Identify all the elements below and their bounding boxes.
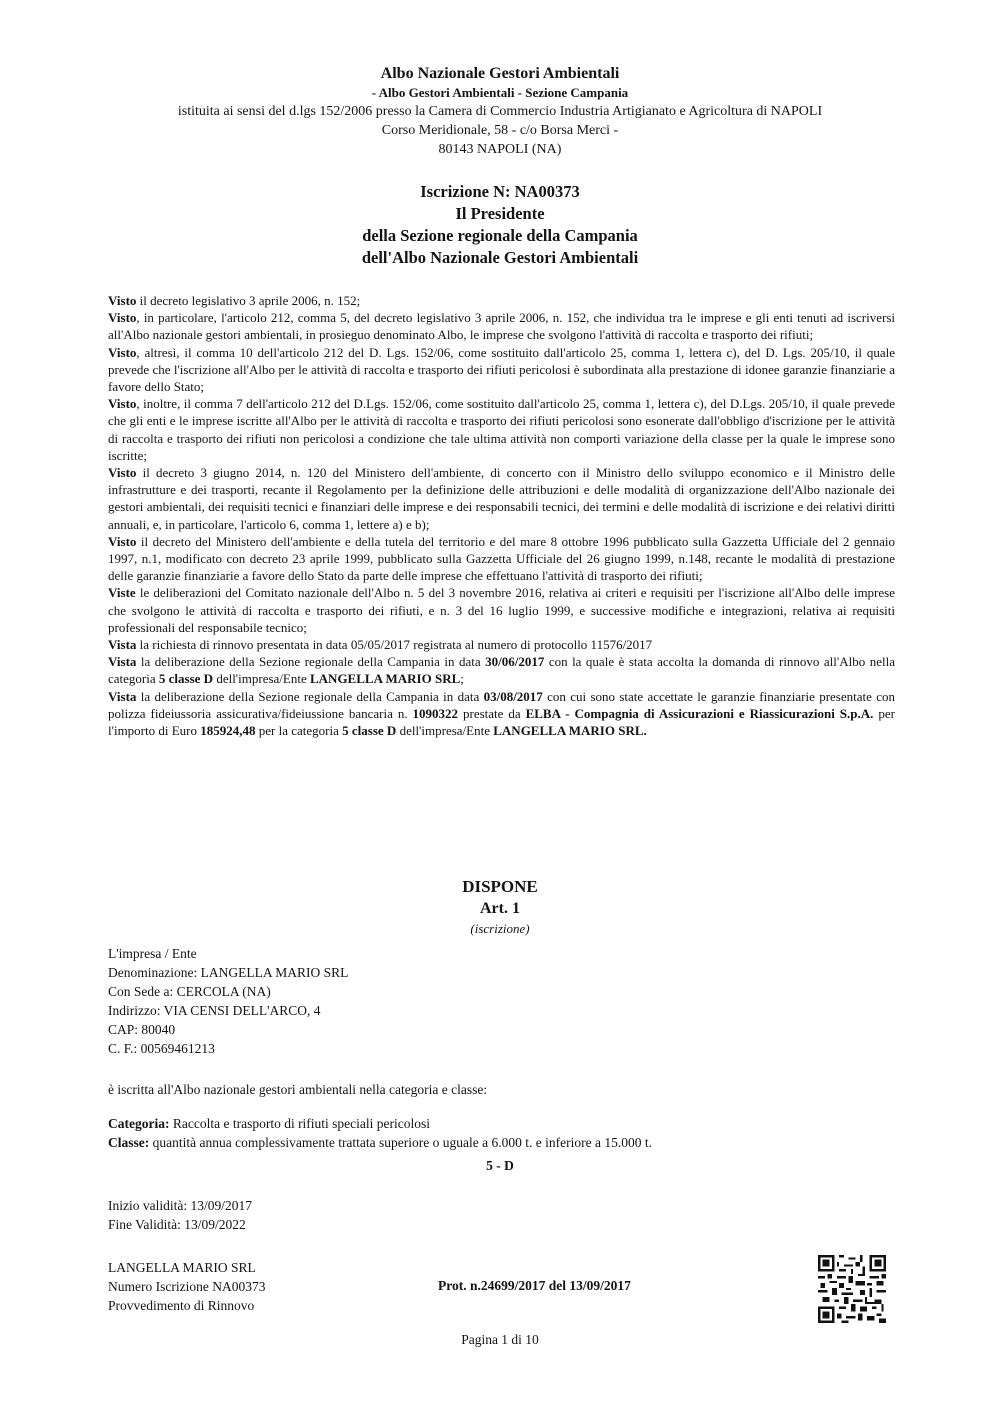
sezione-heading: della Sezione regionale della Campania: [362, 226, 638, 245]
protocol-number: Prot. n.24699/2017 del 13/09/2017: [438, 1278, 631, 1293]
paragraph: Visto il decreto 3 giugno 2014, n. 120 del Ministero dell'ambiente, di concerto con il Ministro dello sviluppo economico e il Ministro delle infrastrutture e dei trasporti, recante il Regolamento per la definizione delle attribuzioni e delle modalità di organizzazione dell'Albo nazionale dei gestori ambientali, dei requisiti tecnici e finanziari delle imprese e dei responsabili tecnici, dei termini e delle modalità di iscrizione e dei relativi diritti annuali, e, in particolare, l'articolo 6, comma 1, lettere a) e b);: [108, 465, 895, 532]
cap: CAP: 80040: [108, 1022, 176, 1037]
paragraph: Visto, altresì, il comma 10 dell'articolo 212 del D. Lgs. 152/06, come sostituito dall'articolo 25, comma 1, lettera c), del D. Lgs. 205/10, il quale prevede che l'iscrizione all'Albo per le attività di raccolta e trasporto dei rifiuti pericolosi è subordinata alla prestazione di idonee garanzie finanziarie a favore dello Stato;: [108, 344, 895, 395]
impresa-label: L'impresa / Ente: [108, 946, 197, 961]
article-heading: Art. 1: [480, 900, 520, 917]
paragraph: Vista la richiesta di rinnovo presentata in data 05/05/2017 registrata al numero di protocollo 11576/2017: [108, 637, 653, 653]
iscritta-statement: è iscritta all'Albo nazionale gestori ambientali nella categoria e classe:: [108, 1082, 488, 1097]
paragraph: Visto, in particolare, l'articolo 212, comma 5, del decreto legislativo 3 aprile 2006, n. 152, che individua tra le imprese e gli enti tenuti ad iscriversi all'Albo nazionale gestori ambientali, in prosieguo denominato Albo, le imprese che svolgono l'attività di raccolta e trasporto dei rifiuti;: [108, 310, 895, 343]
header-city: 80143 NAPOLI (NA): [438, 142, 562, 157]
denominazione: Denominazione: LANGELLA MARIO SRL: [108, 965, 349, 980]
categoria-line: Categoria: Raccolta e trasporto di rifiuti speciali pericolosi: [108, 1116, 431, 1131]
paragraph: Vista la deliberazione della Sezione regionale della Campania in data 03/08/2017 con cui sono state accettate le garanzie finanziarie presentate con polizza fideiussoria assicurativa/fideiussione bancaria n. 1090322 prestate da ELBA - Compagnia di Assicurazioni e Riassicurazioni S.p.A. per l'importo di Euro 185924,48 per la categoria 5 classe D dell'impresa/Ente LANGELLA MARIO SRL.: [108, 688, 895, 739]
sede: Con Sede a: CERCOLA (NA): [108, 984, 271, 999]
iscrizione-number: Iscrizione N: NA00373: [420, 182, 580, 201]
classe-line: Classe: quantità annua complessivamente trattata superiore o uguale a 6.000 t. e inferiore a 15.000 t.: [108, 1135, 652, 1150]
header-section: - Albo Gestori Ambientali - Sezione Campania: [371, 85, 629, 100]
dispone-section: [100, 876, 900, 938]
albo-heading: dell'Albo Nazionale Gestori Ambientali: [361, 248, 639, 267]
fine-validita: Fine Validità: 13/09/2022: [108, 1217, 246, 1232]
impresa-details: [108, 944, 348, 1058]
header-title: Albo Nazionale Gestori Ambientali: [380, 65, 620, 82]
presidente-heading: Il Presidente: [455, 204, 545, 223]
header-address: Corso Meridionale, 58 - c/o Borsa Merci -: [381, 123, 619, 138]
paragraph: Visto, inoltre, il comma 7 dell'articolo 212 del D.Lgs. 152/06, come sostituito dall'articolo 25, comma 1, lettera c), del D.Lgs. 205/10, il quale prevede che gli enti e le imprese iscritte all'Albo per le attività di raccolta e trasporto dei rifiuti pericolosi sono esonerate dall'obbligo d'iscrizione per le attività di raccolta e trasporto dei rifiuti non pericolosi a condizione che tale ultima attività non comporti variazione della classe per la quale le imprese sono iscritte;: [108, 396, 895, 463]
paragraph: Visto il decreto legislativo 3 aprile 2006, n. 152;: [108, 293, 361, 308]
indirizzo: Indirizzo: VIA CENSI DELL'ARCO, 4: [108, 1003, 321, 1018]
header-istituita: istituita ai sensi del d.lgs 152/2006 presso la Camera di Commercio Industria Artigianato e Agricoltura di NAPOLI: [177, 104, 823, 119]
paragraph: Vista la deliberazione della Sezione regionale della Campania in data 30/06/2017 con la quale è stata accolta la domanda di rinnovo all'Albo nella categoria 5 classe D dell'impresa/Ente LANGELLA MARIO SRL;: [108, 654, 895, 687]
footer-info: [108, 1258, 265, 1315]
codice-fiscale: C. F.: 00569461213: [108, 1041, 215, 1056]
footer-company: LANGELLA MARIO SRL: [108, 1260, 256, 1275]
class-code: 5 - D: [486, 1158, 514, 1173]
dispone-heading: DISPONE: [462, 877, 538, 896]
page-number: Pagina 1 di 10: [461, 1332, 539, 1347]
qr-code-icon: [818, 1255, 886, 1323]
header: [100, 64, 900, 159]
categoria-classe: [108, 1114, 652, 1152]
paragraph: Visto il decreto del Ministero dell'ambiente e della tutela del territorio e del mare 8 ottobre 1996 pubblicato sulla Gazzetta Ufficiale del 2 gennaio 1997, n.1, modificato con decreto 23 aprile 1999, pubblicato sulla Gazzetta Ufficiale del 26 giugno 1999, n.148, recante le modalità di prestazione delle garanzie finanziarie a favore dello Stato da parte delle imprese che effettuano l'attività di trasporto dei rifiuti;: [108, 533, 895, 584]
inizio-validita: Inizio validità: 13/09/2017: [108, 1198, 252, 1213]
document-title: [100, 181, 900, 269]
paragraph: Viste le deliberazioni del Comitato nazionale dell'Albo n. 5 del 3 novembre 2016, relativa ai criteri e requisiti per l'iscrizione all'Albo delle imprese che svolgono le attività di raccolta e trasporto dei rifiuti, e n. 3 del 16 luglio 1999, e successive modifiche e integrazioni, relativa ai requisiti professionali del responsabile tecnico;: [108, 585, 895, 635]
footer-numero: Numero Iscrizione NA00373: [108, 1279, 266, 1294]
footer-provvedimento: Provvedimento di Rinnovo: [108, 1298, 255, 1313]
validita: [108, 1196, 252, 1234]
premises-text: [108, 292, 895, 739]
article-subtitle: (iscrizione): [470, 921, 530, 936]
